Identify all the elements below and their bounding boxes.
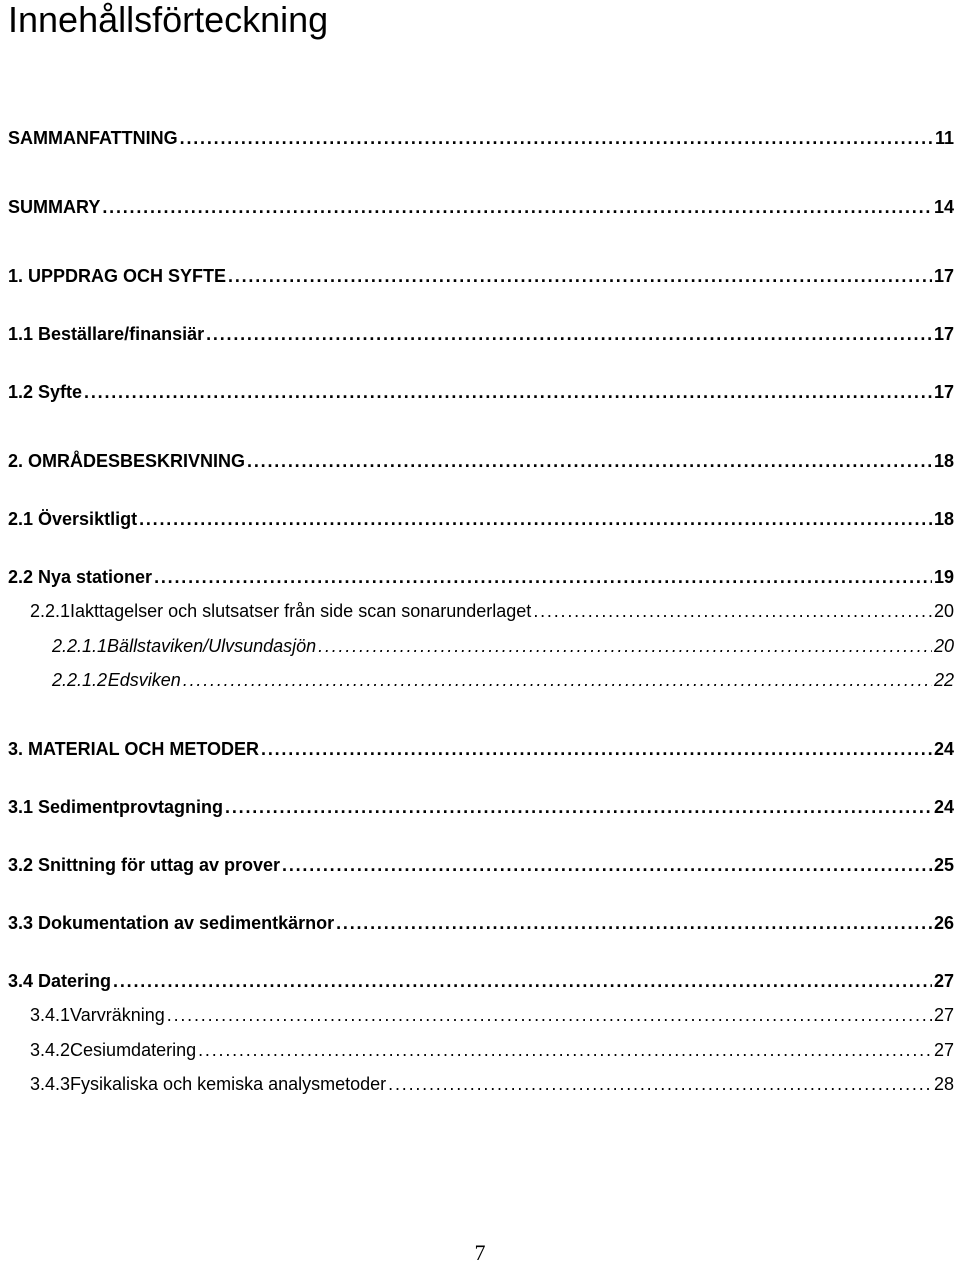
toc-entry-syfte[interactable] [8,381,954,403]
toc-dot-leader [154,566,932,588]
toc-entry-page: 27 [933,1040,954,1060]
toc-dot-leader [261,738,932,760]
toc-entry-text: 1.2 Syfte [8,382,83,402]
toc-entry-edsviken[interactable] [52,669,954,691]
toc-entry-text: Varvräkning [70,1005,165,1025]
toc-dot-leader [167,1004,932,1026]
toc-dot-leader [102,196,932,218]
toc-dot-leader [206,323,932,345]
toc-entry-nya-stationer[interactable] [8,566,954,588]
toc-entry-text: Cesiumdatering [70,1040,197,1060]
toc-entry-text: Iakttagelser och slutsatser från side scan sonarunderlaget [70,601,532,621]
toc-entry-page: 26 [933,913,954,933]
toc-dot-leader [247,450,932,472]
toc-dot-leader [318,635,932,657]
toc-entry-page: 24 [933,797,954,817]
toc-entry-snittning[interactable] [8,854,954,876]
toc-entry-number: 3.4.3 [30,1074,71,1094]
toc-entry-ballstaviken[interactable] [52,635,954,657]
toc-dot-leader [113,970,932,992]
toc-entry-text: 2. OMRÅDESBESKRIVNING [8,451,246,471]
toc-entry-number: 3.4.2 [30,1040,71,1060]
toc-dot-leader [139,508,932,530]
toc-entry-page: 19 [933,567,954,587]
toc-entry-datering[interactable] [8,970,954,992]
toc-entry-text: Fysikaliska och kemiska analysmetoder [70,1074,387,1094]
toc-entry-material-och-metoder[interactable] [8,738,954,760]
toc-entry-page: 27 [933,1005,954,1025]
toc-entry-number: 2.2.1.1 [52,636,108,656]
toc-entry-number: 2.2.1.2 [52,670,108,690]
toc-entry-sedimentprovtagning[interactable] [8,796,954,818]
toc-entry-text: Edsviken [107,670,181,690]
toc-entry-page: 17 [933,266,954,286]
toc-dot-leader [388,1073,932,1095]
toc-entry-page: 24 [933,739,954,759]
toc-dot-leader [228,265,932,287]
toc-entry-page: 20 [933,601,954,621]
toc-entry-text: 2.2 Nya stationer [8,567,153,587]
toc-entry-page: 11 [934,128,954,148]
toc-dot-leader [183,669,932,691]
toc-entry-uppdrag-och-syfte[interactable] [8,265,954,287]
toc-entry-text: 3.3 Dokumentation av sedimentkärnor [8,913,335,933]
toc-entry-summary[interactable] [8,196,954,218]
toc-dot-leader [84,381,932,403]
toc-entry-page: 25 [933,855,954,875]
toc-entry-text: 2.1 Översiktligt [8,509,138,529]
toc-entry-number: 2.2.1 [30,601,71,621]
toc-entry-fysikaliska[interactable] [30,1073,954,1095]
toc-entry-text: Bällstaviken/Ulvsundasjön [107,636,317,656]
toc-entry-text: 3.2 Snittning för uttag av prover [8,855,281,875]
toc-entry-page: 27 [933,971,954,991]
toc-entry-dokumentation[interactable] [8,912,954,934]
toc-entry-cesiumdatering[interactable] [30,1039,954,1061]
toc-entry-page: 17 [933,324,954,344]
toc-entry-text: 3.1 Sedimentprovtagning [8,797,224,817]
toc-dot-leader [198,1039,932,1061]
toc-entry-page: 18 [933,451,954,471]
toc-entry-sammanfattning[interactable] [8,127,954,149]
toc-dot-leader [533,600,932,622]
toc-entry-text: 1. UPPDRAG OCH SYFTE [8,266,227,286]
toc-entry-page: 22 [933,670,954,690]
toc-dot-leader [282,854,932,876]
toc-dot-leader [180,127,933,149]
toc-dot-leader [336,912,932,934]
toc-entry-omradesbeskrivning[interactable] [8,450,954,472]
toc-entry-text: SAMMANFATTNING [8,128,178,148]
toc-entry-page: 14 [933,197,954,217]
toc-entry-text: SUMMARY [8,197,101,217]
toc-entry-text: 1.1 Beställare/finansiär [8,324,205,344]
page-number: 7 [474,1240,486,1265]
toc-entry-page: 17 [933,382,954,402]
toc-dot-leader [225,796,932,818]
toc-entry-text: 3.4 Datering [8,971,112,991]
toc-entry-varvrakning[interactable] [30,1004,954,1026]
page-title: Innehållsförteckning [8,0,329,40]
toc-entry-page: 18 [933,509,954,529]
toc-entry-text: 3. MATERIAL OCH METODER [8,739,260,759]
toc-entry-number: 3.4.1 [30,1005,71,1025]
toc-entry-page: 20 [933,636,954,656]
toc-entry-page: 28 [933,1074,954,1094]
toc-entry-bestallare[interactable] [8,323,954,345]
toc-entry-iakttagelser[interactable] [30,600,954,622]
toc-entry-oversiktligt[interactable] [8,508,954,530]
